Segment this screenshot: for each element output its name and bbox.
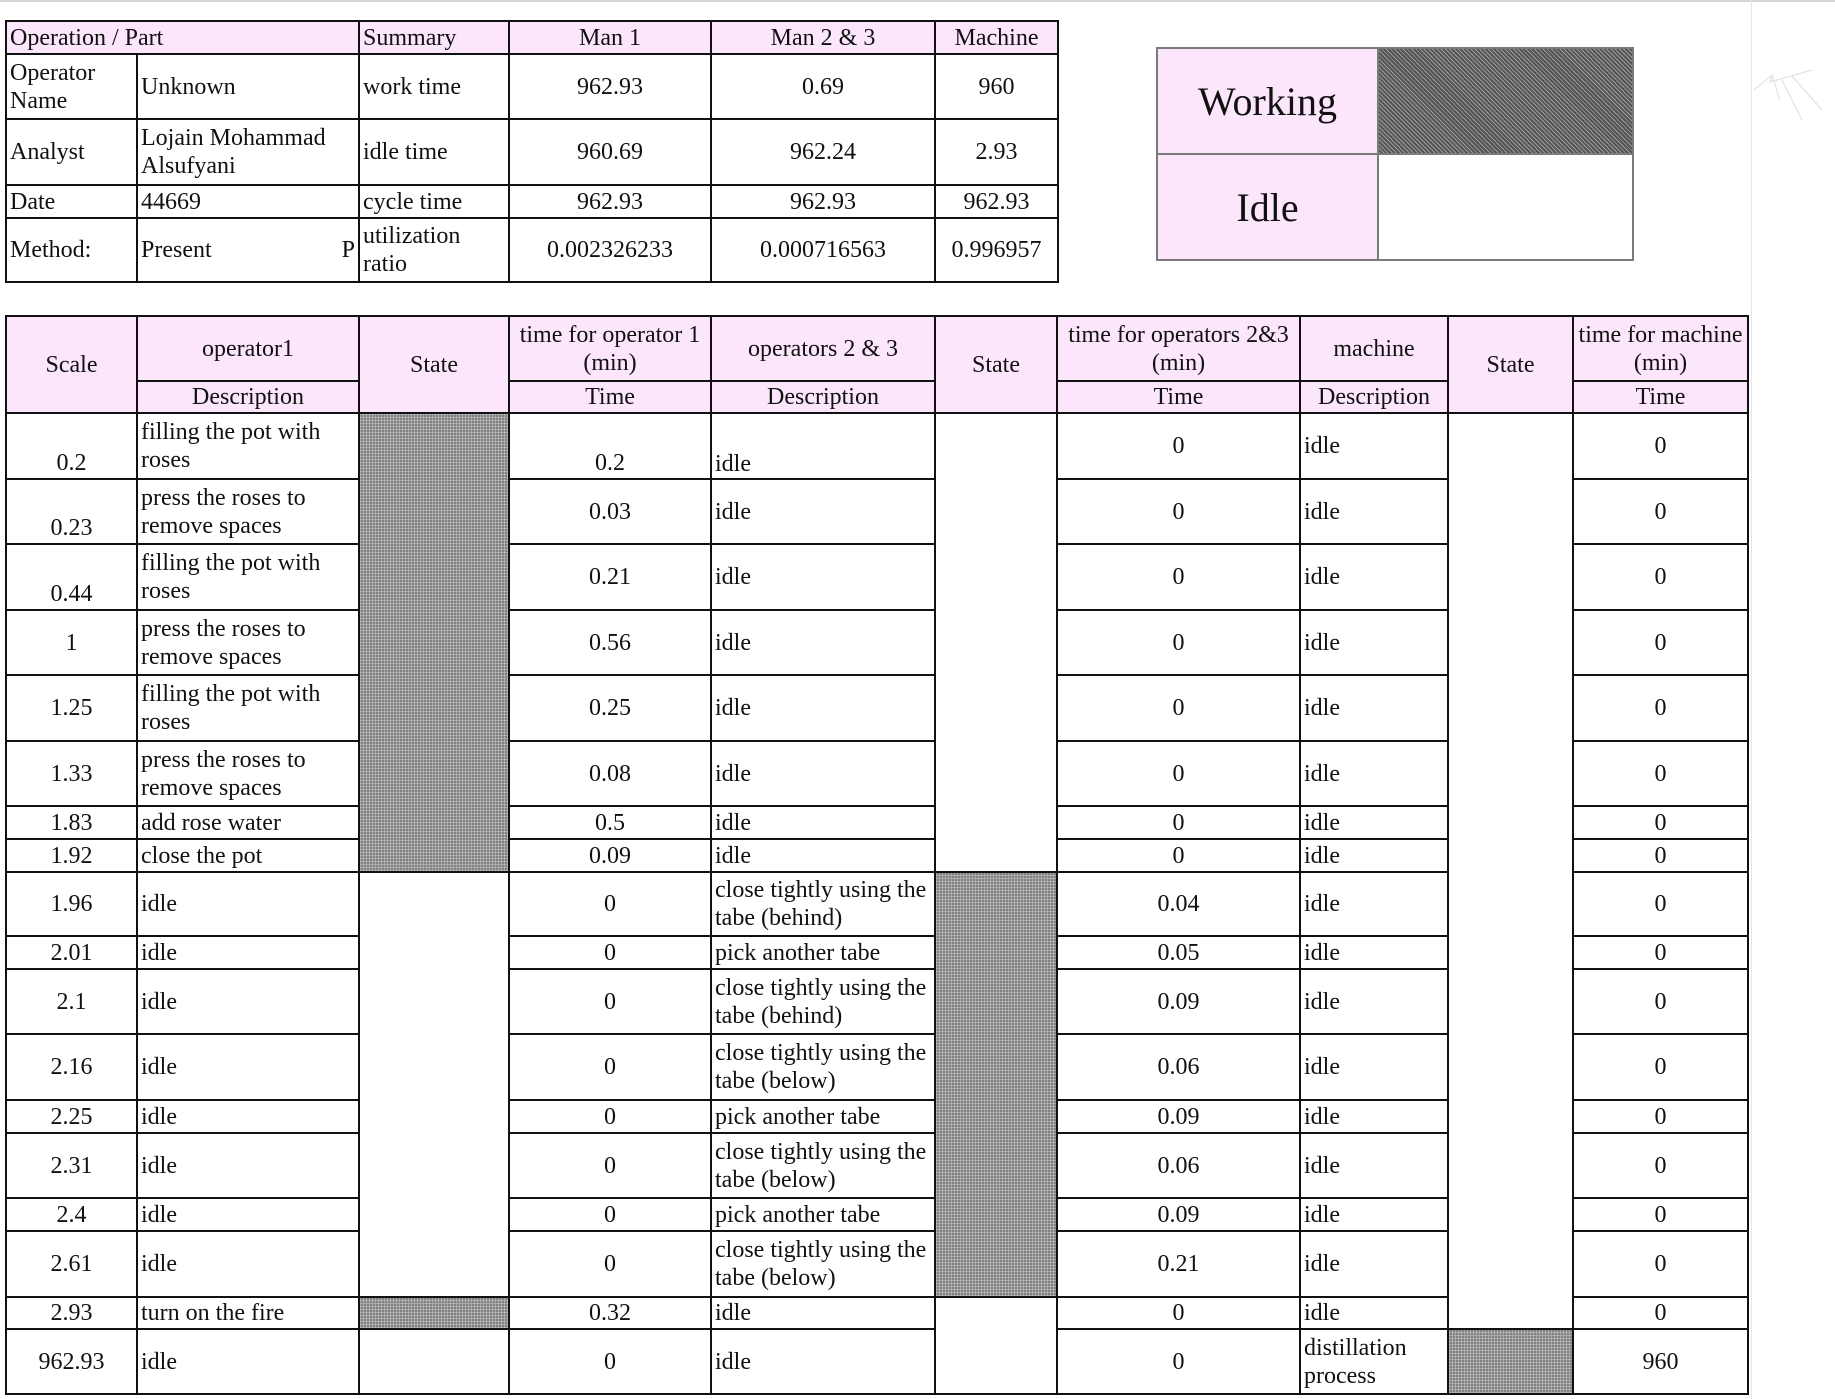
row-label: Analyst [6, 119, 137, 185]
machine-description: idle [1300, 1034, 1448, 1100]
row-value-suffix: P [341, 237, 356, 263]
op23-time: 0 [1057, 839, 1300, 872]
machine-time: 0 [1573, 872, 1748, 936]
page-edge-line [1751, 0, 1752, 1399]
op1-time: 0 [509, 936, 711, 969]
scale-cell: 2.16 [6, 1034, 137, 1100]
op1-time: 0.21 [509, 544, 711, 610]
op1-state-idle [359, 1329, 509, 1394]
scale-cell: 0.2 [6, 413, 137, 479]
machine-time: 0 [1573, 675, 1748, 741]
row-label: Method: [6, 218, 137, 282]
header-op23-time-title: time for operators 2&3 (min) [1057, 316, 1300, 381]
machine-description: idle [1300, 839, 1448, 872]
op23-description: idle [711, 741, 935, 806]
scale-cell: 1.33 [6, 741, 137, 806]
man23-value: 962.24 [711, 119, 935, 185]
op23-time: 0.06 [1057, 1133, 1300, 1198]
op23-state-idle [935, 1297, 1057, 1394]
machine-time: 0 [1573, 806, 1748, 839]
op23-time: 0.09 [1057, 1198, 1300, 1231]
machine-time: 960 [1573, 1329, 1748, 1394]
op23-time: 0 [1057, 544, 1300, 610]
scale-cell: 2.61 [6, 1231, 137, 1297]
op1-description: idle [137, 1329, 359, 1394]
op23-time: 0 [1057, 610, 1300, 675]
scale-cell: 0.44 [6, 544, 137, 610]
metric-label: cycle time [359, 185, 509, 218]
machine-description: idle [1300, 610, 1448, 675]
machine-description: idle [1300, 969, 1448, 1034]
man1-value: 960.69 [509, 119, 711, 185]
header-op23-state: State [935, 316, 1057, 413]
op23-time: 0 [1057, 1297, 1300, 1329]
multiple-activity-chart-table [5, 315, 1749, 1395]
summary-row [6, 218, 1058, 282]
scale-cell: 0.23 [6, 479, 137, 544]
machine-time: 0 [1573, 1133, 1748, 1198]
op1-description: turn on the fire [137, 1297, 359, 1329]
machine-time: 0 [1573, 839, 1748, 872]
header-operators23: operators 2 & 3 [711, 316, 935, 381]
summary-row [6, 185, 1058, 218]
state-legend [1156, 47, 1634, 261]
scale-cell: 1.92 [6, 839, 137, 872]
scale-cell: 2.31 [6, 1133, 137, 1198]
op1-description: idle [137, 1100, 359, 1133]
scale-cell: 1.25 [6, 675, 137, 741]
scale-cell: 1.83 [6, 806, 137, 839]
machine-time: 0 [1573, 1198, 1748, 1231]
machine-time: 0 [1573, 610, 1748, 675]
scale-cell: 2.01 [6, 936, 137, 969]
op1-time: 0.03 [509, 479, 711, 544]
machine-value: 2.93 [935, 119, 1058, 185]
machine-time: 0 [1573, 936, 1748, 969]
machine-description: idle [1300, 1198, 1448, 1231]
header-op1-time-title: time for operator 1 (min) [509, 316, 711, 381]
op1-description: filling the pot with roses [137, 413, 359, 479]
header-man23: Man 2 & 3 [711, 21, 935, 54]
machine-description: distillation process [1300, 1329, 1448, 1394]
op23-state-working [935, 872, 1057, 1297]
machine-description: idle [1300, 872, 1448, 936]
op1-time: 0 [509, 1034, 711, 1100]
machine-state-working [1448, 1329, 1573, 1394]
op1-description: idle [137, 1034, 359, 1100]
op1-time: 0.08 [509, 741, 711, 806]
machine-value: 962.93 [935, 185, 1058, 218]
op23-time: 0 [1057, 1329, 1300, 1394]
op1-time: 0 [509, 1133, 711, 1198]
op1-description: idle [137, 872, 359, 936]
op1-state-working [359, 413, 509, 872]
op1-time: 0 [509, 1329, 711, 1394]
man23-value: 0.000716563 [711, 218, 935, 282]
row-value: Present [141, 237, 212, 263]
machine-description: idle [1300, 1100, 1448, 1133]
metric-label: idle time [359, 119, 509, 185]
machine-description: idle [1300, 936, 1448, 969]
machine-description: idle [1300, 741, 1448, 806]
op23-time: 0.09 [1057, 1100, 1300, 1133]
header-operator1: operator1 [137, 316, 359, 381]
machine-description: idle [1300, 1297, 1448, 1329]
op23-description: pick another tabe [711, 1198, 935, 1231]
op1-description: press the roses to remove spaces [137, 610, 359, 675]
op23-time: 0.04 [1057, 872, 1300, 936]
op1-description: idle [137, 936, 359, 969]
op1-time: 0.09 [509, 839, 711, 872]
machine-time: 0 [1573, 1231, 1748, 1297]
op1-description: press the roses to remove spaces [137, 741, 359, 806]
op23-description: idle [711, 675, 935, 741]
op23-description: idle [711, 413, 935, 479]
man1-value: 962.93 [509, 54, 711, 119]
machine-description: idle [1300, 1231, 1448, 1297]
header-scale: Scale [6, 316, 137, 413]
op1-time: 0.56 [509, 610, 711, 675]
op23-description: close tightly using the tabe (below) [711, 1133, 935, 1198]
op23-description: idle [711, 610, 935, 675]
op23-description: pick another tabe [711, 936, 935, 969]
op23-time: 0 [1057, 413, 1300, 479]
man1-value: 0.002326233 [509, 218, 711, 282]
op1-description: idle [137, 1133, 359, 1198]
op23-description: idle [711, 479, 935, 544]
op1-time: 0 [509, 1231, 711, 1297]
legend-idle-swatch [1377, 155, 1632, 259]
op1-time: 0 [509, 1198, 711, 1231]
top-border-line [0, 0, 1835, 2]
op23-description: close tightly using the tabe (below) [711, 1034, 935, 1100]
row-value: Lojain Mohammad Alsufyani [137, 119, 359, 185]
op1-time: 0.25 [509, 675, 711, 741]
op1-state-working [359, 1297, 509, 1329]
op1-time: 0.5 [509, 806, 711, 839]
summary-table [5, 20, 1059, 283]
man1-value: 962.93 [509, 185, 711, 218]
scale-cell: 1 [6, 610, 137, 675]
row-label: Operator Name [6, 54, 137, 119]
machine-description: idle [1300, 413, 1448, 479]
row-value: Unknown [137, 54, 359, 119]
op1-state-idle [359, 872, 509, 1297]
table-row [6, 413, 1748, 479]
op1-time: 0.2 [509, 413, 711, 479]
header-summary: Summary [359, 21, 509, 54]
summary-row [6, 54, 1058, 119]
row-label: Date [6, 185, 137, 218]
machine-description: idle [1300, 675, 1448, 741]
op23-time: 0.05 [1057, 936, 1300, 969]
op1-description: idle [137, 1198, 359, 1231]
op23-time: 0 [1057, 806, 1300, 839]
header-man1: Man 1 [509, 21, 711, 54]
machine-time: 0 [1573, 1100, 1748, 1133]
header-machine-state: State [1448, 316, 1573, 413]
op1-description: add rose water [137, 806, 359, 839]
machine-description: idle [1300, 1133, 1448, 1198]
scale-cell: 2.1 [6, 969, 137, 1034]
legend-working-swatch [1377, 49, 1632, 155]
machine-description: idle [1300, 806, 1448, 839]
scale-cell: 2.25 [6, 1100, 137, 1133]
op23-description: idle [711, 1297, 935, 1329]
op1-time: 0 [509, 969, 711, 1034]
machine-description: idle [1300, 544, 1448, 610]
op23-description: close tightly using the tabe (behind) [711, 872, 935, 936]
row-value: 44669 [137, 185, 359, 218]
op23-time: 0 [1057, 741, 1300, 806]
machine-time: 0 [1573, 413, 1748, 479]
header-machine-time: Time [1573, 381, 1748, 413]
op1-description: filling the pot with roses [137, 675, 359, 741]
header-operation-part: Operation / Part [6, 21, 359, 54]
machine-time: 0 [1573, 544, 1748, 610]
machine-time: 0 [1573, 1297, 1748, 1329]
op23-time: 0.21 [1057, 1231, 1300, 1297]
man23-value: 0.69 [711, 54, 935, 119]
metric-label: utilization ratio [359, 218, 509, 282]
op23-description: close tightly using the tabe (behind) [711, 969, 935, 1034]
op23-time: 0.06 [1057, 1034, 1300, 1100]
op1-description: press the roses to remove spaces [137, 479, 359, 544]
machine-time: 0 [1573, 479, 1748, 544]
header-op1-time: Time [509, 381, 711, 413]
table-row [6, 1329, 1748, 1394]
op23-description: close tightly using the tabe (below) [711, 1231, 935, 1297]
op23-state-idle [935, 413, 1057, 872]
header-machine: machine [1300, 316, 1448, 381]
summary-row [6, 119, 1058, 185]
machine-time: 0 [1573, 1034, 1748, 1100]
metric-label: work time [359, 54, 509, 119]
op1-time: 0.32 [509, 1297, 711, 1329]
op23-time: 0.09 [1057, 969, 1300, 1034]
machine-time: 0 [1573, 741, 1748, 806]
row-value-cell [137, 218, 359, 282]
op1-description: filling the pot with roses [137, 544, 359, 610]
machine-time: 0 [1573, 969, 1748, 1034]
op23-description: idle [711, 544, 935, 610]
man23-value: 962.93 [711, 185, 935, 218]
op1-time: 0 [509, 1100, 711, 1133]
op1-description: close the pot [137, 839, 359, 872]
op23-time: 0 [1057, 479, 1300, 544]
op23-time: 0 [1057, 675, 1300, 741]
op1-description: idle [137, 1231, 359, 1297]
legend-idle-label: Idle [1158, 155, 1377, 259]
op23-description: pick another tabe [711, 1100, 935, 1133]
header-op23-time: Time [1057, 381, 1300, 413]
machine-value: 960 [935, 54, 1058, 119]
scale-cell: 962.93 [6, 1329, 137, 1394]
header-machine: Machine [935, 21, 1058, 54]
op1-time: 0 [509, 872, 711, 936]
machine-description: idle [1300, 479, 1448, 544]
op23-description: idle [711, 806, 935, 839]
scale-cell: 2.93 [6, 1297, 137, 1329]
header-machine-time-title: time for machine (min) [1573, 316, 1748, 381]
scale-cell: 2.4 [6, 1198, 137, 1231]
header-op1-description: Description [137, 381, 359, 413]
legend-working-label: Working [1158, 49, 1377, 155]
watermark-arrow-icon [1752, 40, 1835, 130]
op1-description: idle [137, 969, 359, 1034]
scale-cell: 1.96 [6, 872, 137, 936]
machine-value: 0.996957 [935, 218, 1058, 282]
header-op23-description: Description [711, 381, 935, 413]
header-machine-description: Description [1300, 381, 1448, 413]
header-op1-state: State [359, 316, 509, 413]
machine-state-idle [1448, 413, 1573, 1329]
op23-description: idle [711, 1329, 935, 1394]
op23-description: idle [711, 839, 935, 872]
